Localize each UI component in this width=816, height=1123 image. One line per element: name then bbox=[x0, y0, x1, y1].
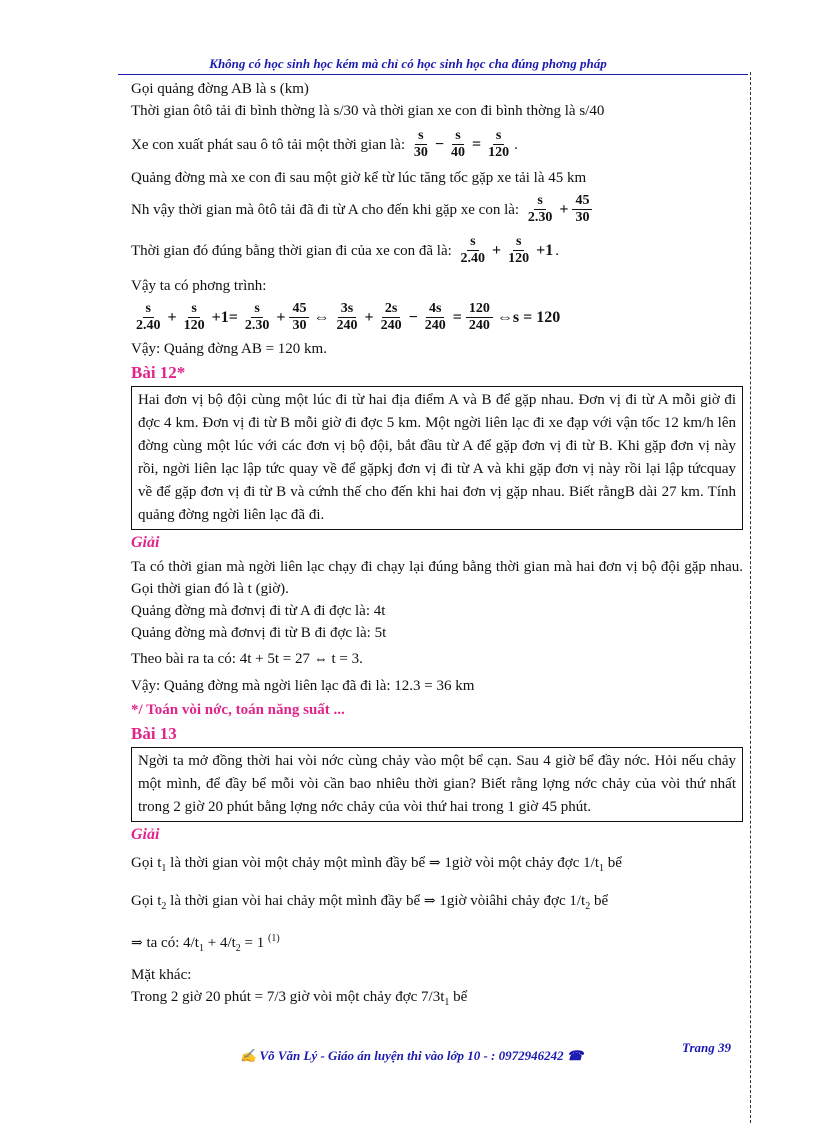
equation-line: Nh vậy thời gian mà ôtô tải đã đi từ A cho đến khi gặp xe con là: $\frac{s}{2.30}$ + $\frac{45}{30}$ bbox=[131, 193, 743, 226]
text-line: Gọi $t_2$ là thời gian vòi hai chảy một mình đầy bể ⇒ 1giờ vòiâhi chảy đợc $1/t_2$ bể bbox=[131, 893, 609, 912]
text-line: Xe con xuất phát sau ô tô tải một thời gian là: bbox=[131, 136, 406, 153]
page-footer: ✍ Võ Văn Lý - Giáo án luyện thi vào lớp 10 - : 0972946242 ☎ bbox=[240, 1048, 584, 1063]
fraction: $\frac{s}{120}$ bbox=[488, 128, 510, 160]
equivalence-icon: ⇔ bbox=[313, 652, 328, 667]
main-equation: $\frac{s}{2.40}$ + $\frac{s}{120}$ +1= $\frac{s}{2.30}$ + $\frac{45}{30}$ ⇔ $\frac{3s}{240}$ + $\frac{2s}{240}$ − $\frac{4s}{240}$ = $\frac{120}{240}$ ⇔s = 120 bbox=[136, 301, 561, 333]
page-number: Trang 39 bbox=[682, 1040, 731, 1055]
text-line: Theo bài ra ta có: 4t + 5t = 27 ⇔ t = 3. bbox=[131, 651, 363, 667]
implies-icon: ⇒ bbox=[423, 894, 436, 909]
equation-line: Xe con xuất phát sau ô tô tải một thời gian là: $\frac{s}{30}$ − $\frac{s}{40}$ = $\frac{s}{120}$ . bbox=[131, 128, 518, 160]
text-line: Quảng đờng mà đơnvị đi từ B đi đợc là: 5t bbox=[131, 625, 387, 641]
text-line: Trong 2 giờ 20 phút = 7/3 giờ vòi một chảy đợc $7/3t_1$ bể bbox=[131, 989, 468, 1008]
solution-label: Giải bbox=[131, 826, 160, 843]
pen-icon: ✍ bbox=[240, 1048, 257, 1063]
page-header: Không có học sinh học kém mà chỉ có học sinh học cha đúng phơng pháp bbox=[209, 56, 607, 71]
problem-box: Ngời ta mở đồng thời hai vòi nớc cùng chảy vào một bể cạn. Sau 4 giờ bể đầy nớc. Hỏi nếu chảy một mình, để đầy bể mỗi vòi cần bao nhiêu thời gian? Biết rằng lợng nớc chảy của vòi thứ nhất trong 2 giờ 20 phút bằng lợng nớc chảy của vòi thứ hai trong 1 giờ 45 phút. bbox=[131, 747, 743, 822]
text-line: Thời gian ôtô tải đi bình thờng là s/30 và thời gian xe con đi bình thờng là s/40 bbox=[131, 103, 605, 119]
equation-line: Thời gian đó đúng bằng thời gian đi của xe con đã là: $\frac{s}{2.40}$ + $\frac{s}{120}$ +1 . bbox=[131, 234, 560, 266]
text-line: ⇒ ta có: $4/t_1 + 4/t_2 = 1$ $^{(1)}$ bbox=[131, 933, 280, 954]
header-rule bbox=[118, 74, 748, 75]
text-line: Gọi quảng đờng AB là s (km) bbox=[131, 81, 309, 97]
solution-label: Giải bbox=[131, 534, 160, 551]
text-line: Mặt khác: bbox=[131, 967, 192, 983]
phone-icon: ☎ bbox=[566, 1048, 584, 1063]
text-line: Quảng đờng mà xe con đi sau một giờ kể từ lúc tăng tốc gặp xe tải là 45 km bbox=[131, 170, 587, 186]
document-body bbox=[131, 78, 743, 1014]
fraction: $\frac{45}{30}$ bbox=[572, 193, 592, 226]
fraction: $\frac{s}{30}$ bbox=[413, 128, 428, 160]
text-line: Quảng đờng mà đơnvị đi từ A đi đợc là: 4t bbox=[131, 603, 386, 619]
exercise-title: Bài 12* bbox=[131, 363, 186, 382]
text-line: Thời gian đó đúng bằng thời gian đi của xe con đã là: bbox=[131, 242, 452, 259]
text-line: Vậy: Quảng đờng mà ngời liên lạc đã đi là: 12.3 = 36 km bbox=[131, 678, 475, 694]
text-line: Ta có thời gian mà ngời liên lạc chạy đi chạy lại đúng bằng thời gian mà hai đơn vị bộ đội gặp nhau. Gọi thời gian đó là t (giờ). bbox=[131, 559, 743, 597]
fraction: $\frac{s}{120}$ bbox=[508, 234, 530, 266]
exercise-title: Bài 13 bbox=[131, 724, 177, 743]
text-line: Gọi $t_1$ là thời gian vòi một chảy một mình đầy bể ⇒ 1giờ vòi một chảy đợc $1/t_1$ bể bbox=[131, 855, 622, 874]
fraction: $\frac{s}{40}$ bbox=[451, 128, 465, 160]
implies-icon: ⇒ bbox=[428, 856, 441, 871]
section-title: */ Toán vòi nớc, toán năng suất ... bbox=[131, 702, 345, 718]
problem-box: Hai đơn vị bộ đội cùng một lúc đi từ hai địa điểm A và B để gặp nhau. Đơn vị đi từ A mỗi giờ đi đợc 4 km. Đơn vị đi từ B mỗi giờ đi đợc 5 km. Một ngời liên lạc đi xe đạp với vận tốc 12 km/h lên đờng cùng một lúc với các đơn vị bộ đội, bắt đầu từ A để gặp đơn vị đi từ B. Khi gặp đơn vị này rồi, ngời liên lạc lập tức quay về để gặpkj đơn vị đi từ A và khi gặp đơn vị này rồi lại lập tứcquay về để gặp đơn vị đi từ B và cứnh thế cho đến khi hai đơn vị gặp nhau. Biết rằngB dài 27 km. Tính quảng đờng ngời liên lạc đã đi. bbox=[131, 386, 743, 530]
fraction: $\frac{s}{2.40}$ bbox=[460, 234, 486, 266]
fraction: $\frac{s}{2.30}$ bbox=[527, 193, 553, 225]
text-line: Vậy: Quảng đờng AB = 120 km. bbox=[131, 341, 327, 357]
text-line: Vậy ta có phơng trình: bbox=[131, 278, 267, 294]
text-line: Nh vậy thời gian mà ôtô tải đã đi từ A cho đến khi gặp xe con là: bbox=[131, 201, 520, 218]
implies-icon: ⇒ bbox=[131, 936, 143, 951]
